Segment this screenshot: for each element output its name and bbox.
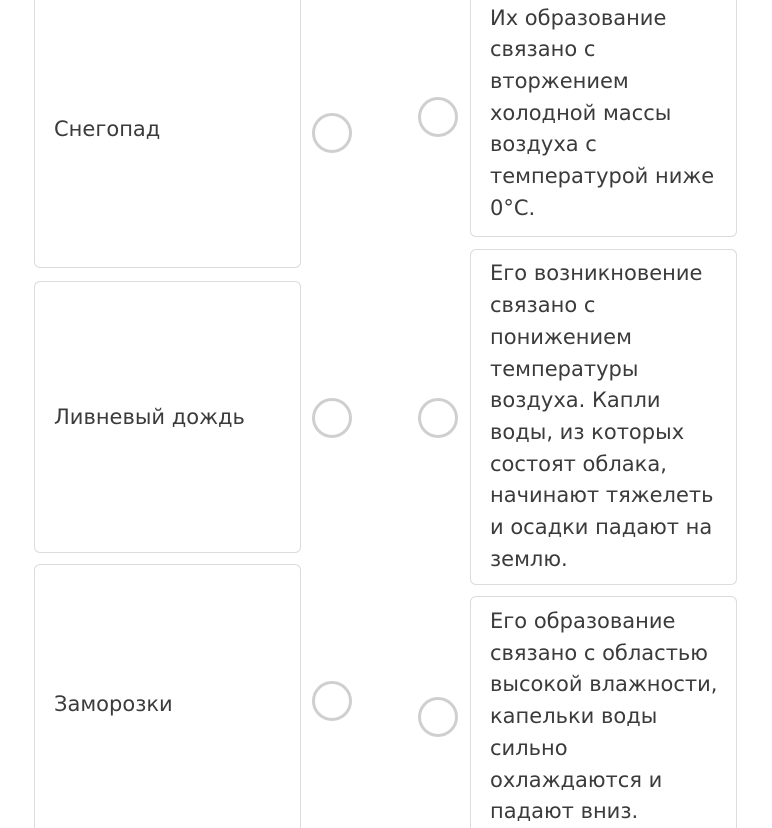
- left-item-label: Ливневый дождь: [54, 405, 245, 429]
- left-item-3: [34, 564, 301, 828]
- right-radio-1[interactable]: [418, 97, 458, 137]
- right-radio-3[interactable]: [418, 697, 458, 737]
- left-radio-1[interactable]: [312, 113, 352, 153]
- right-item-text: Его образование связано с областью высокой влажности, капельки воды сильно охлаждаются и падают вниз.: [490, 609, 718, 824]
- right-item-1: [470, 0, 737, 237]
- right-radio-2[interactable]: [418, 398, 458, 438]
- right-item-text: Его возникновение связано с понижением температуры воздуха. Капли воды, из которых состоят облака, начинают тяжелеть и осадки падают на землю.: [490, 261, 714, 571]
- left-item-label: Снегопад: [54, 117, 161, 141]
- right-item-3: [470, 596, 737, 828]
- left-item-label: Заморозки: [54, 692, 173, 716]
- left-radio-3[interactable]: [312, 681, 352, 721]
- left-item-2: [34, 281, 301, 553]
- right-item-2: [470, 249, 737, 585]
- left-item-1: [34, 0, 301, 268]
- right-item-text: Их образование связано с вторжением холодной массы воздуха с температурой ниже 0°С.: [490, 5, 715, 220]
- left-radio-2[interactable]: [312, 398, 352, 438]
